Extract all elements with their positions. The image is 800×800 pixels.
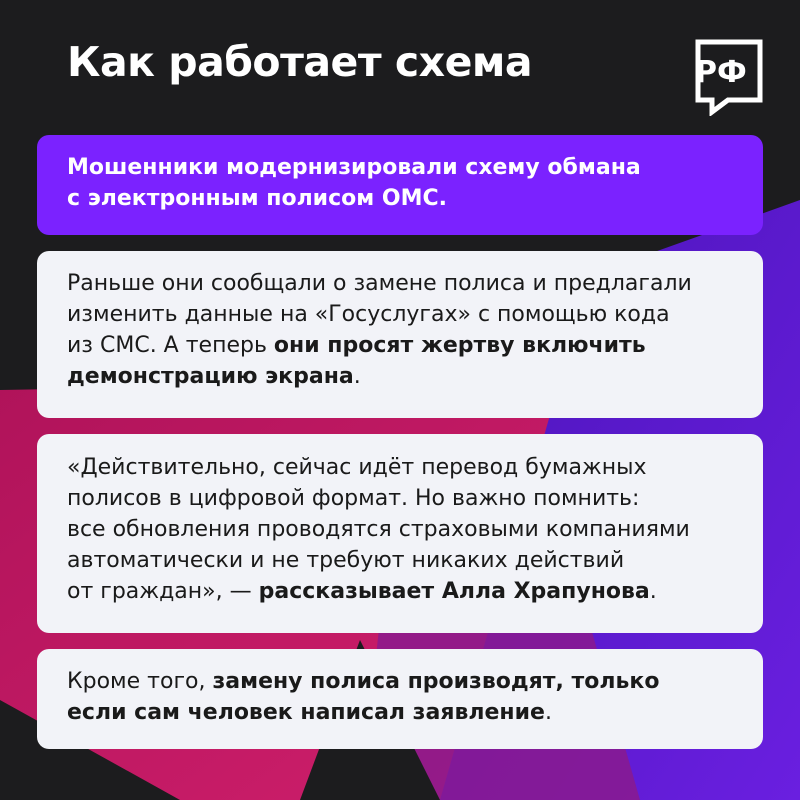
text-bold: замену полиса производят, только xyxy=(212,669,660,694)
text-bold: они просят жертву включить xyxy=(273,333,646,358)
info-card-1 xyxy=(37,251,763,418)
text-plain: Кроме того, xyxy=(67,669,213,694)
lead-line: Мошенники модернизировали схему обмана xyxy=(67,155,641,180)
text-plain: . xyxy=(353,364,361,389)
card-text-line: изменить данные на «Госуслугах» с помощью кода xyxy=(67,302,670,327)
card-text-line xyxy=(67,330,735,361)
lead-card xyxy=(37,135,763,235)
card-text-line: полисов в цифровой формат. Но важно помнить: xyxy=(67,486,640,511)
card-text-line: «Действительно, сейчас идёт перевод бумажных xyxy=(67,455,647,480)
text-plain: из СМС. А теперь xyxy=(67,333,274,358)
rf-logo-icon xyxy=(688,36,768,116)
info-card-3 xyxy=(37,649,763,749)
card-text-line xyxy=(67,666,735,697)
logo-text: РФ xyxy=(695,55,747,90)
page-title: Как работает схема xyxy=(67,38,533,86)
text-plain: . xyxy=(649,579,657,604)
card-text-line: Раньше они сообщали о замене полиса и предлагали xyxy=(67,271,692,296)
card-text-line xyxy=(67,361,735,392)
text-bold: если сам человек написал заявление xyxy=(67,700,545,725)
card-text-line: автоматически и не требуют никаких действий xyxy=(67,548,625,573)
quote-card xyxy=(37,434,763,633)
card-text-line xyxy=(67,576,735,607)
quote-author: рассказывает Алла Храпунова xyxy=(258,579,650,604)
text-plain: . xyxy=(544,700,552,725)
card-text-line xyxy=(67,697,735,728)
card-text-line: все обновления проводятся страховыми компаниями xyxy=(67,517,690,542)
lead-line: с электронным полисом ОМС. xyxy=(67,186,447,211)
text-plain: от граждан», — xyxy=(67,579,259,604)
text-bold: демонстрацию экрана xyxy=(67,364,354,389)
